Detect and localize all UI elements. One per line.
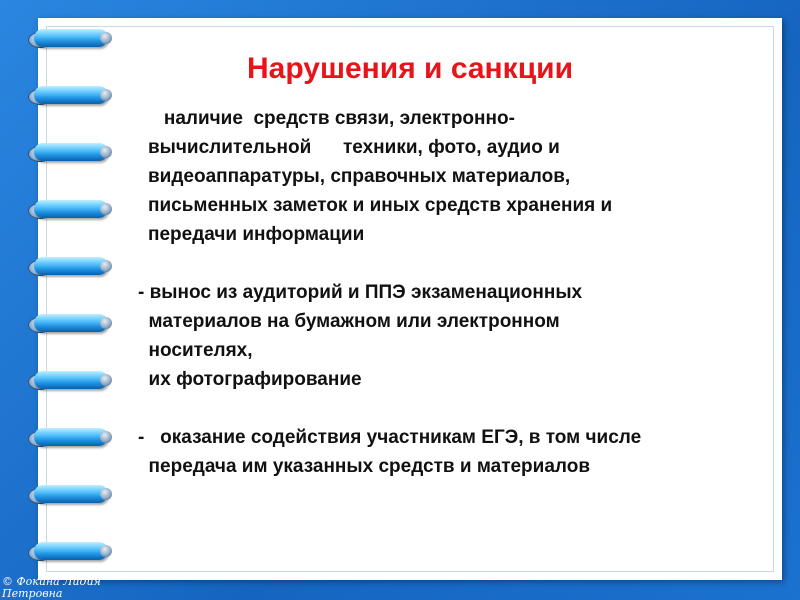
text-line: вычислительной техники, фото, аудио и xyxy=(148,137,560,158)
text-line: наличие средств связи, электронно- xyxy=(148,108,515,129)
paragraph-1 xyxy=(148,104,748,249)
text-line: письменных заметок и иных средств хранения и xyxy=(148,195,613,216)
spiral-ring xyxy=(20,311,110,337)
copyright-text: © Фокина Лидия Петровна xyxy=(2,575,101,600)
slide-body xyxy=(138,104,748,481)
spiral-ring xyxy=(20,254,110,280)
notebook-page xyxy=(38,18,782,580)
spiral-ring xyxy=(20,482,110,508)
text-line: передача им указанных средств и материалов xyxy=(138,456,591,477)
text-line: передачи информации xyxy=(148,224,365,245)
paragraph-3 xyxy=(138,423,748,481)
text-line: видеоаппаратуры, справочных материалов, xyxy=(148,166,571,187)
text-line: носителях, xyxy=(138,340,253,361)
text-line: - оказание содействия участникам ЕГЭ, в том числе xyxy=(138,427,642,448)
text-line: их фотографирование xyxy=(138,369,362,390)
text-line: материалов на бумажном или электронном xyxy=(138,311,560,332)
spiral-ring xyxy=(20,26,110,52)
text-line: - вынос из аудиторий и ППЭ экзаменационных xyxy=(138,282,583,303)
spiral-ring xyxy=(20,83,110,109)
spiral-ring xyxy=(20,368,110,394)
slide-title: Нарушения и санкции xyxy=(246,52,574,85)
spiral-ring xyxy=(20,197,110,223)
paragraph-2 xyxy=(138,278,748,394)
spiral-ring xyxy=(20,425,110,451)
spiral-ring xyxy=(20,140,110,166)
spiral-ring xyxy=(20,539,110,565)
